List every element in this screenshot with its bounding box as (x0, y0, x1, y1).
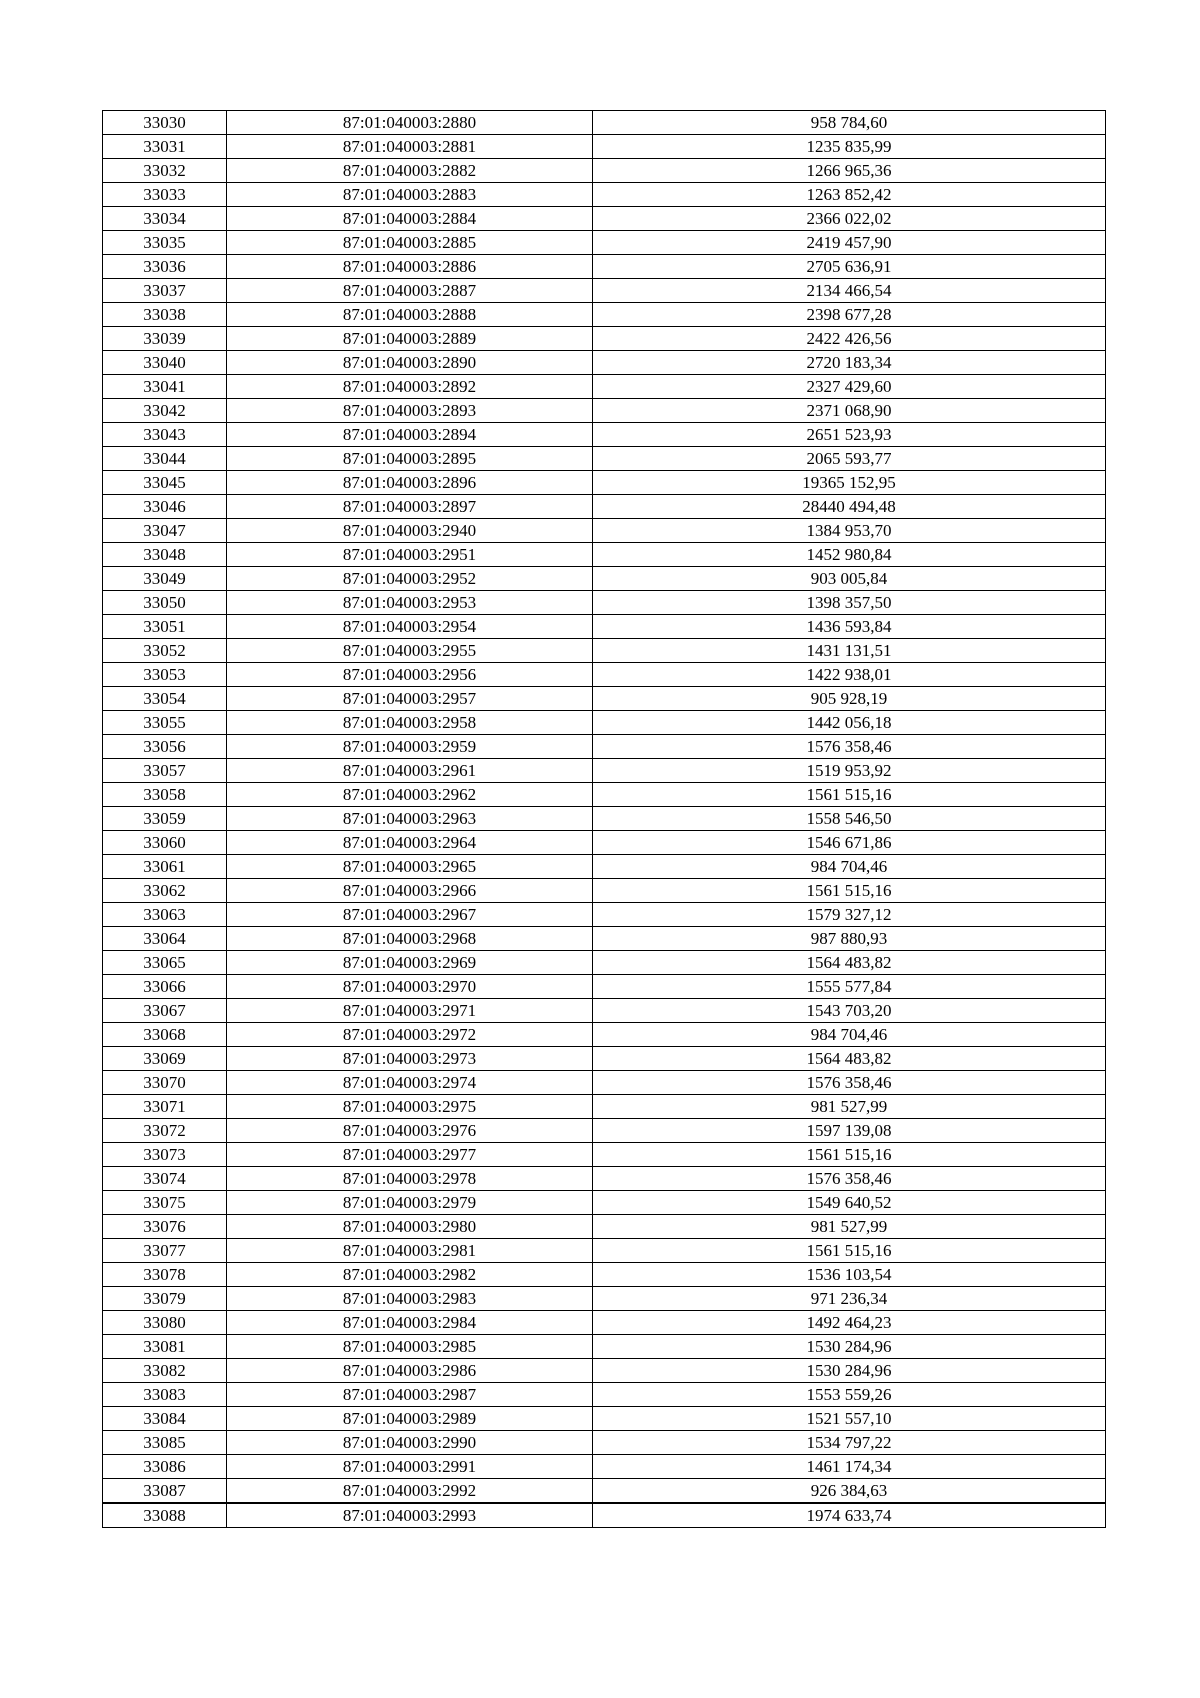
cadastral-value-cell: 1576 358,46 (593, 735, 1106, 759)
cadastral-number-cell: 87:01:040003:2968 (227, 927, 593, 951)
row-number-cell: 33083 (103, 1383, 227, 1407)
cadastral-value-cell: 1442 056,18 (593, 711, 1106, 735)
cadastral-number-cell: 87:01:040003:2963 (227, 807, 593, 831)
table-row (103, 231, 1106, 255)
cadastral-value-cell: 984 704,46 (593, 855, 1106, 879)
table-row (103, 687, 1106, 711)
table-row (103, 543, 1106, 567)
table-row (103, 591, 1106, 615)
cadastral-number-cell: 87:01:040003:2885 (227, 231, 593, 255)
cadastral-value-cell: 1561 515,16 (593, 783, 1106, 807)
cadastral-value-cell: 1549 640,52 (593, 1191, 1106, 1215)
cadastral-number-cell: 87:01:040003:2987 (227, 1383, 593, 1407)
cadastral-number-cell: 87:01:040003:2881 (227, 135, 593, 159)
cadastral-value-cell: 1422 938,01 (593, 663, 1106, 687)
cadastral-value-cell: 2371 068,90 (593, 399, 1106, 423)
table-row (103, 1191, 1106, 1215)
row-number-cell: 33062 (103, 879, 227, 903)
cadastral-number-cell: 87:01:040003:2895 (227, 447, 593, 471)
row-number-cell: 33085 (103, 1431, 227, 1455)
cadastral-number-cell: 87:01:040003:2953 (227, 591, 593, 615)
cadastral-value-cell: 1384 953,70 (593, 519, 1106, 543)
cadastral-value-cell: 1543 703,20 (593, 999, 1106, 1023)
row-number-cell: 33045 (103, 471, 227, 495)
row-number-cell: 33052 (103, 639, 227, 663)
table-row (103, 1167, 1106, 1191)
table-row (103, 1503, 1106, 1528)
cadastral-value-cell: 958 784,60 (593, 111, 1106, 135)
cadastral-number-cell: 87:01:040003:2979 (227, 1191, 593, 1215)
cadastral-value-cell: 2705 636,91 (593, 255, 1106, 279)
table-row (103, 639, 1106, 663)
cadastral-value-cell: 2720 183,34 (593, 351, 1106, 375)
row-number-cell: 33037 (103, 279, 227, 303)
cadastral-number-cell: 87:01:040003:2883 (227, 183, 593, 207)
row-number-cell: 33043 (103, 423, 227, 447)
cadastral-value-cell: 2327 429,60 (593, 375, 1106, 399)
table-row (103, 663, 1106, 687)
cadastral-value-cell: 1534 797,22 (593, 1431, 1106, 1455)
table-row (103, 1407, 1106, 1431)
table-row (103, 423, 1106, 447)
table-row (103, 1311, 1106, 1335)
cadastral-number-cell: 87:01:040003:2887 (227, 279, 593, 303)
row-number-cell: 33035 (103, 231, 227, 255)
row-number-cell: 33088 (103, 1503, 227, 1528)
table-row (103, 975, 1106, 999)
cadastral-number-cell: 87:01:040003:2989 (227, 1407, 593, 1431)
table-row (103, 1023, 1106, 1047)
table-row (103, 159, 1106, 183)
row-number-cell: 33056 (103, 735, 227, 759)
cadastral-value-cell: 1436 593,84 (593, 615, 1106, 639)
cadastral-value-cell: 1553 559,26 (593, 1383, 1106, 1407)
cadastral-number-cell: 87:01:040003:2893 (227, 399, 593, 423)
row-number-cell: 33054 (103, 687, 227, 711)
cadastral-number-cell: 87:01:040003:2896 (227, 471, 593, 495)
table-row (103, 255, 1106, 279)
cadastral-value-cell: 1452 980,84 (593, 543, 1106, 567)
row-number-cell: 33068 (103, 1023, 227, 1047)
cadastral-number-cell: 87:01:040003:2965 (227, 855, 593, 879)
cadastral-number-cell: 87:01:040003:2967 (227, 903, 593, 927)
cadastral-number-cell: 87:01:040003:2956 (227, 663, 593, 687)
table-row (103, 1095, 1106, 1119)
cadastral-value-cell: 1561 515,16 (593, 879, 1106, 903)
row-number-cell: 33049 (103, 567, 227, 591)
cadastral-number-cell: 87:01:040003:2964 (227, 831, 593, 855)
table-row (103, 927, 1106, 951)
cadastral-value-cell: 1558 546,50 (593, 807, 1106, 831)
table-row (103, 351, 1106, 375)
table-row (103, 735, 1106, 759)
table-row (103, 471, 1106, 495)
cadastral-number-cell: 87:01:040003:2985 (227, 1335, 593, 1359)
table-row (103, 1071, 1106, 1095)
cadastral-number-cell: 87:01:040003:2981 (227, 1239, 593, 1263)
cadastral-value-cell: 1576 358,46 (593, 1071, 1106, 1095)
cadastral-value-cell: 1536 103,54 (593, 1263, 1106, 1287)
cadastral-value-cell: 926 384,63 (593, 1479, 1106, 1504)
table-row (103, 1263, 1106, 1287)
row-number-cell: 33069 (103, 1047, 227, 1071)
table-row (103, 447, 1106, 471)
cadastral-number-cell: 87:01:040003:2940 (227, 519, 593, 543)
cadastral-value-cell: 1461 174,34 (593, 1455, 1106, 1479)
table-row (103, 135, 1106, 159)
table-row (103, 1479, 1106, 1504)
table-row (103, 399, 1106, 423)
row-number-cell: 33038 (103, 303, 227, 327)
row-number-cell: 33063 (103, 903, 227, 927)
cadastral-number-cell: 87:01:040003:2980 (227, 1215, 593, 1239)
cadastral-value-cell: 2065 593,77 (593, 447, 1106, 471)
cadastral-number-cell: 87:01:040003:2992 (227, 1479, 593, 1504)
row-number-cell: 33058 (103, 783, 227, 807)
cadastral-number-cell: 87:01:040003:2897 (227, 495, 593, 519)
row-number-cell: 33044 (103, 447, 227, 471)
cadastral-number-cell: 87:01:040003:2993 (227, 1503, 593, 1528)
cadastral-value-cell: 2134 466,54 (593, 279, 1106, 303)
row-number-cell: 33031 (103, 135, 227, 159)
row-number-cell: 33061 (103, 855, 227, 879)
cadastral-number-cell: 87:01:040003:2966 (227, 879, 593, 903)
table-row (103, 1455, 1106, 1479)
table-row (103, 1215, 1106, 1239)
row-number-cell: 33087 (103, 1479, 227, 1504)
cadastral-number-cell: 87:01:040003:2970 (227, 975, 593, 999)
cadastral-number-cell: 87:01:040003:2882 (227, 159, 593, 183)
cadastral-number-cell: 87:01:040003:2889 (227, 327, 593, 351)
cadastral-number-cell: 87:01:040003:2952 (227, 567, 593, 591)
cadastral-number-cell: 87:01:040003:2888 (227, 303, 593, 327)
cadastral-number-cell: 87:01:040003:2991 (227, 1455, 593, 1479)
table-row (103, 1383, 1106, 1407)
cadastral-value-cell: 1555 577,84 (593, 975, 1106, 999)
table-row (103, 879, 1106, 903)
table-body (103, 111, 1106, 1528)
cadastral-number-cell: 87:01:040003:2977 (227, 1143, 593, 1167)
table-row (103, 615, 1106, 639)
row-number-cell: 33055 (103, 711, 227, 735)
cadastral-number-cell: 87:01:040003:2954 (227, 615, 593, 639)
cadastre-value-table (102, 110, 1106, 1528)
row-number-cell: 33065 (103, 951, 227, 975)
cadastral-value-cell: 1431 131,51 (593, 639, 1106, 663)
cadastral-number-cell: 87:01:040003:2972 (227, 1023, 593, 1047)
row-number-cell: 33072 (103, 1119, 227, 1143)
cadastral-number-cell: 87:01:040003:2892 (227, 375, 593, 399)
cadastral-number-cell: 87:01:040003:2890 (227, 351, 593, 375)
cadastral-number-cell: 87:01:040003:2962 (227, 783, 593, 807)
row-number-cell: 33060 (103, 831, 227, 855)
cadastral-value-cell: 1530 284,96 (593, 1335, 1106, 1359)
cadastral-number-cell: 87:01:040003:2958 (227, 711, 593, 735)
cadastral-number-cell: 87:01:040003:2969 (227, 951, 593, 975)
cadastral-number-cell: 87:01:040003:2971 (227, 999, 593, 1023)
table-row (103, 711, 1106, 735)
row-number-cell: 33041 (103, 375, 227, 399)
cadastral-value-cell: 1521 557,10 (593, 1407, 1106, 1431)
table-row (103, 855, 1106, 879)
table-row (103, 111, 1106, 135)
row-number-cell: 33077 (103, 1239, 227, 1263)
row-number-cell: 33057 (103, 759, 227, 783)
row-number-cell: 33046 (103, 495, 227, 519)
cadastral-number-cell: 87:01:040003:2886 (227, 255, 593, 279)
table-row (103, 1143, 1106, 1167)
row-number-cell: 33071 (103, 1095, 227, 1119)
cadastral-number-cell: 87:01:040003:2975 (227, 1095, 593, 1119)
row-number-cell: 33036 (103, 255, 227, 279)
cadastral-number-cell: 87:01:040003:2961 (227, 759, 593, 783)
cadastral-value-cell: 1564 483,82 (593, 1047, 1106, 1071)
table-row (103, 327, 1106, 351)
cadastral-number-cell: 87:01:040003:2982 (227, 1263, 593, 1287)
cadastral-value-cell: 2651 523,93 (593, 423, 1106, 447)
cadastral-value-cell: 1530 284,96 (593, 1359, 1106, 1383)
row-number-cell: 33074 (103, 1167, 227, 1191)
row-number-cell: 33034 (103, 207, 227, 231)
row-number-cell: 33040 (103, 351, 227, 375)
table-row (103, 567, 1106, 591)
table-row (103, 831, 1106, 855)
row-number-cell: 33079 (103, 1287, 227, 1311)
cadastral-number-cell: 87:01:040003:2976 (227, 1119, 593, 1143)
cadastral-number-cell: 87:01:040003:2959 (227, 735, 593, 759)
cadastral-value-cell: 981 527,99 (593, 1215, 1106, 1239)
table-row (103, 1119, 1106, 1143)
row-number-cell: 33073 (103, 1143, 227, 1167)
row-number-cell: 33076 (103, 1215, 227, 1239)
row-number-cell: 33084 (103, 1407, 227, 1431)
row-number-cell: 33048 (103, 543, 227, 567)
cadastral-number-cell: 87:01:040003:2973 (227, 1047, 593, 1071)
row-number-cell: 33053 (103, 663, 227, 687)
table-row (103, 495, 1106, 519)
row-number-cell: 33033 (103, 183, 227, 207)
cadastral-value-cell: 1579 327,12 (593, 903, 1106, 927)
table-row (103, 1047, 1106, 1071)
row-number-cell: 33070 (103, 1071, 227, 1095)
cadastral-number-cell: 87:01:040003:2983 (227, 1287, 593, 1311)
table-row (103, 783, 1106, 807)
cadastral-value-cell: 1398 357,50 (593, 591, 1106, 615)
cadastral-value-cell: 19365 152,95 (593, 471, 1106, 495)
cadastral-value-cell: 1597 139,08 (593, 1119, 1106, 1143)
row-number-cell: 33067 (103, 999, 227, 1023)
row-number-cell: 33032 (103, 159, 227, 183)
table-row (103, 951, 1106, 975)
table-row (103, 183, 1106, 207)
table-row (103, 375, 1106, 399)
cadastral-value-cell: 2366 022,02 (593, 207, 1106, 231)
cadastral-number-cell: 87:01:040003:2880 (227, 111, 593, 135)
table-row (103, 903, 1106, 927)
table-row (103, 519, 1106, 543)
row-number-cell: 33081 (103, 1335, 227, 1359)
row-number-cell: 33086 (103, 1455, 227, 1479)
row-number-cell: 33080 (103, 1311, 227, 1335)
row-number-cell: 33047 (103, 519, 227, 543)
cadastral-value-cell: 2419 457,90 (593, 231, 1106, 255)
cadastral-value-cell: 1519 953,92 (593, 759, 1106, 783)
cadastral-value-cell: 1266 965,36 (593, 159, 1106, 183)
cadastral-value-cell: 1492 464,23 (593, 1311, 1106, 1335)
cadastral-number-cell: 87:01:040003:2894 (227, 423, 593, 447)
cadastral-number-cell: 87:01:040003:2884 (227, 207, 593, 231)
cadastral-number-cell: 87:01:040003:2955 (227, 639, 593, 663)
row-number-cell: 33059 (103, 807, 227, 831)
cadastral-number-cell: 87:01:040003:2986 (227, 1359, 593, 1383)
cadastral-number-cell: 87:01:040003:2978 (227, 1167, 593, 1191)
cadastral-value-cell: 2398 677,28 (593, 303, 1106, 327)
cadastral-number-cell: 87:01:040003:2951 (227, 543, 593, 567)
table-row (103, 1335, 1106, 1359)
row-number-cell: 33042 (103, 399, 227, 423)
cadastral-number-cell: 87:01:040003:2957 (227, 687, 593, 711)
cadastral-value-cell: 1576 358,46 (593, 1167, 1106, 1191)
cadastral-value-cell: 1564 483,82 (593, 951, 1106, 975)
cadastral-value-cell: 984 704,46 (593, 1023, 1106, 1047)
cadastral-value-cell: 1561 515,16 (593, 1239, 1106, 1263)
table-row (103, 303, 1106, 327)
cadastral-value-cell: 2422 426,56 (593, 327, 1106, 351)
cadastral-value-cell: 28440 494,48 (593, 495, 1106, 519)
table-row (103, 207, 1106, 231)
row-number-cell: 33082 (103, 1359, 227, 1383)
row-number-cell: 33050 (103, 591, 227, 615)
table-row (103, 1239, 1106, 1263)
table-row (103, 1359, 1106, 1383)
table-row (103, 759, 1106, 783)
cadastral-value-cell: 905 928,19 (593, 687, 1106, 711)
cadastral-value-cell: 971 236,34 (593, 1287, 1106, 1311)
table-row (103, 999, 1106, 1023)
cadastral-value-cell: 1546 671,86 (593, 831, 1106, 855)
row-number-cell: 33051 (103, 615, 227, 639)
row-number-cell: 33039 (103, 327, 227, 351)
row-number-cell: 33078 (103, 1263, 227, 1287)
cadastral-value-cell: 903 005,84 (593, 567, 1106, 591)
table-row (103, 1287, 1106, 1311)
table-row (103, 279, 1106, 303)
cadastral-value-cell: 981 527,99 (593, 1095, 1106, 1119)
cadastral-number-cell: 87:01:040003:2984 (227, 1311, 593, 1335)
cadastral-value-cell: 987 880,93 (593, 927, 1106, 951)
table-row (103, 807, 1106, 831)
row-number-cell: 33030 (103, 111, 227, 135)
cadastral-value-cell: 1561 515,16 (593, 1143, 1106, 1167)
row-number-cell: 33064 (103, 927, 227, 951)
cadastral-value-cell: 1235 835,99 (593, 135, 1106, 159)
cadastral-number-cell: 87:01:040003:2990 (227, 1431, 593, 1455)
cadastral-value-cell: 1263 852,42 (593, 183, 1106, 207)
cadastral-number-cell: 87:01:040003:2974 (227, 1071, 593, 1095)
row-number-cell: 33066 (103, 975, 227, 999)
cadastral-value-cell: 1974 633,74 (593, 1503, 1106, 1528)
row-number-cell: 33075 (103, 1191, 227, 1215)
table-row (103, 1431, 1106, 1455)
